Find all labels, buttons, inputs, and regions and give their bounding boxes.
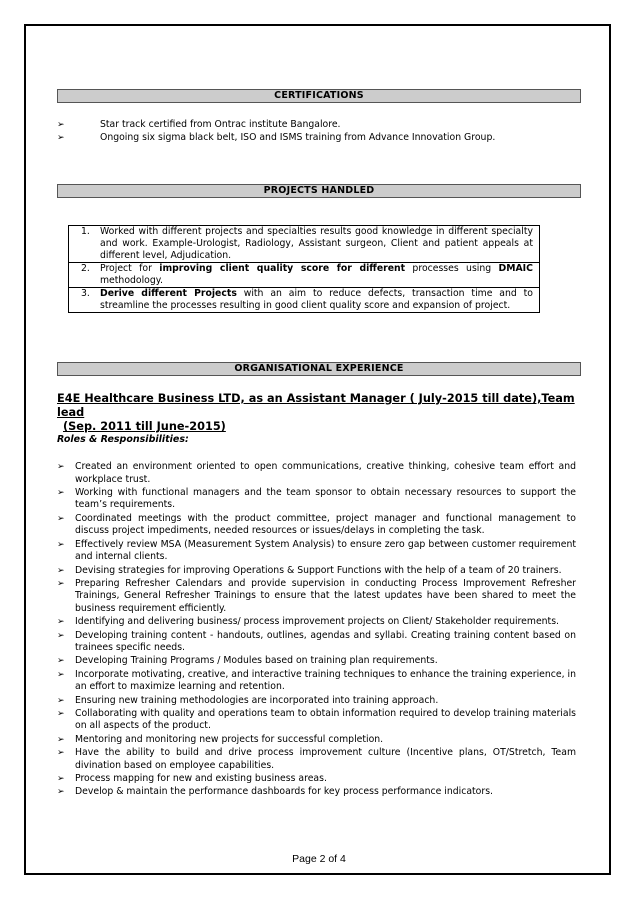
arrow-bullet-icon: ➢ xyxy=(57,669,65,680)
arrow-bullet-icon: ➢ xyxy=(57,695,65,706)
experience-heading: ORGANISATIONAL EXPERIENCE xyxy=(57,362,581,376)
project-number: 1. xyxy=(81,226,90,237)
arrow-bullet-icon: ➢ xyxy=(57,487,65,498)
company-title xyxy=(57,392,587,434)
project-row xyxy=(69,226,539,263)
responsibility-item xyxy=(57,695,576,708)
arrow-bullet-icon: ➢ xyxy=(57,513,65,524)
arrow-bullet-icon: ➢ xyxy=(57,578,65,589)
project-text-bold: Derive different Projects xyxy=(100,288,237,299)
arrow-bullet-icon: ➢ xyxy=(57,120,65,130)
project-text-bold: DMAIC xyxy=(498,263,533,274)
arrow-bullet-icon: ➢ xyxy=(57,708,65,719)
project-row xyxy=(69,263,539,288)
arrow-bullet-icon: ➢ xyxy=(57,748,65,758)
responsibility-item xyxy=(57,630,576,655)
responsibility-item xyxy=(57,578,576,616)
responsibilities-list xyxy=(57,461,576,799)
projects-table xyxy=(68,225,540,313)
arrow-bullet-icon: ➢ xyxy=(57,133,65,143)
arrow-bullet-icon: ➢ xyxy=(57,773,65,784)
projects-heading: PROJECTS HANDLED xyxy=(57,184,581,198)
responsibility-item xyxy=(57,487,576,512)
roles-heading: Roles & Responsibilities: xyxy=(57,434,189,445)
responsibility-text: Collaborating with quality and operations team to obtain information required to develop training materials on all aspects of the product. xyxy=(75,707,576,732)
responsibility-text: Have the ability to build and drive process improvement culture (Incentive plans, OT/Stretch, Team divination based on employee capabilities. xyxy=(75,747,576,771)
responsibility-text: Mentoring and monitoring new projects for successful completion. xyxy=(75,733,384,745)
responsibility-text: Developing training content - handouts, outlines, agendas and syllabi. Creating training content based on trainees specific needs. xyxy=(75,629,576,654)
project-number: 3. xyxy=(81,288,90,299)
page-number: Page 2 of 4 xyxy=(292,853,346,865)
arrow-bullet-icon: ➢ xyxy=(57,565,65,576)
responsibility-text: Created an environment oriented to open communications, creative thinking, cohesive team effort and workplace trust. xyxy=(75,461,576,485)
arrow-bullet-icon: ➢ xyxy=(57,656,65,667)
responsibility-item xyxy=(57,616,576,629)
company-title-line: E4E Healthcare Business LTD, as an Assistant Manager ( July-2015 till date),Team lead xyxy=(57,392,575,419)
responsibility-text: Process mapping for new and existing business areas. xyxy=(75,772,327,784)
arrow-bullet-icon: ➢ xyxy=(57,617,65,628)
project-text-bold: improving client quality score for different xyxy=(159,263,406,274)
arrow-bullet-icon: ➢ xyxy=(57,787,65,798)
responsibility-text: Working with functional managers and the team sponsor to obtain necessary resources to support the team’s requirements. xyxy=(75,486,576,511)
company-title-line: (Sep. 2011 till June-2015) xyxy=(63,420,226,433)
responsibility-item xyxy=(57,461,576,486)
responsibility-item xyxy=(57,655,576,668)
project-text: with an aim to reduce defects, transaction time and to streamline the processes resulting in good client quality score and expansion of project. xyxy=(100,288,533,311)
responsibility-text: Identifying and delivering business/ process improvement projects on Client/ Stakeholder requirements. xyxy=(75,616,560,628)
arrow-bullet-icon: ➢ xyxy=(57,630,65,641)
responsibility-text: Ensuring new training methodologies are incorporated into training approach. xyxy=(75,694,439,706)
responsibility-text: Develop & maintain the performance dashboards for key process performance indicators. xyxy=(75,786,493,798)
responsibility-item xyxy=(57,513,576,538)
certifications-heading: CERTIFICATIONS xyxy=(57,89,581,103)
certification-text: Ongoing six sigma black belt, ISO and ISMS training from Advance Innovation Group. xyxy=(100,132,496,143)
responsibility-text: Effectively review MSA (Measurement System Analysis) to ensure zero gap between customer requirement and internal clients. xyxy=(75,538,576,563)
project-text: Project for xyxy=(100,263,160,274)
project-text: Worked with different projects and specialties results good knowledge in different specialty and work. Example-Urologist, Radiology, Assistant surgeon, Client and patient appeals at different level, Adjudication. xyxy=(100,226,533,261)
certification-text: Star track certified from Ontrac institute Bangalore. xyxy=(100,119,341,130)
arrow-bullet-icon: ➢ xyxy=(57,539,65,550)
responsibility-item xyxy=(57,539,576,564)
responsibility-item xyxy=(57,786,576,799)
project-text: processes using xyxy=(405,263,499,274)
responsibility-text: Devising strategies for improving Operations & Support Functions with the help of a team of 20 trainers. xyxy=(75,564,562,576)
responsibility-text: Incorporate motivating, creative, and interactive training techniques to enhance the training experience, in an effort to maximize learning and retention. xyxy=(75,668,577,693)
arrow-bullet-icon: ➢ xyxy=(57,734,65,745)
project-text: methodology. xyxy=(100,275,163,286)
responsibility-text: Coordinated meetings with the product committee, project manager and functional management to discuss project impediments, needed resources or issues/delays in completing the task. xyxy=(75,512,576,537)
responsibility-item xyxy=(57,747,576,772)
responsibility-item xyxy=(57,734,576,747)
arrow-bullet-icon: ➢ xyxy=(57,462,65,472)
project-number: 2. xyxy=(81,263,90,274)
responsibility-item xyxy=(57,773,576,786)
project-row xyxy=(69,288,539,312)
responsibility-item xyxy=(57,565,576,578)
responsibility-item xyxy=(57,708,576,733)
responsibility-item xyxy=(57,669,576,694)
responsibility-text: Developing Training Programs / Modules based on training plan requirements. xyxy=(75,655,438,667)
responsibility-text: Preparing Refresher Calendars and provide supervision in conducting Process Improvement Refresher Trainings, General Refresher Trainings to ensure that the latest updates have been shared to meet the business requirement efficiently. xyxy=(75,577,576,614)
